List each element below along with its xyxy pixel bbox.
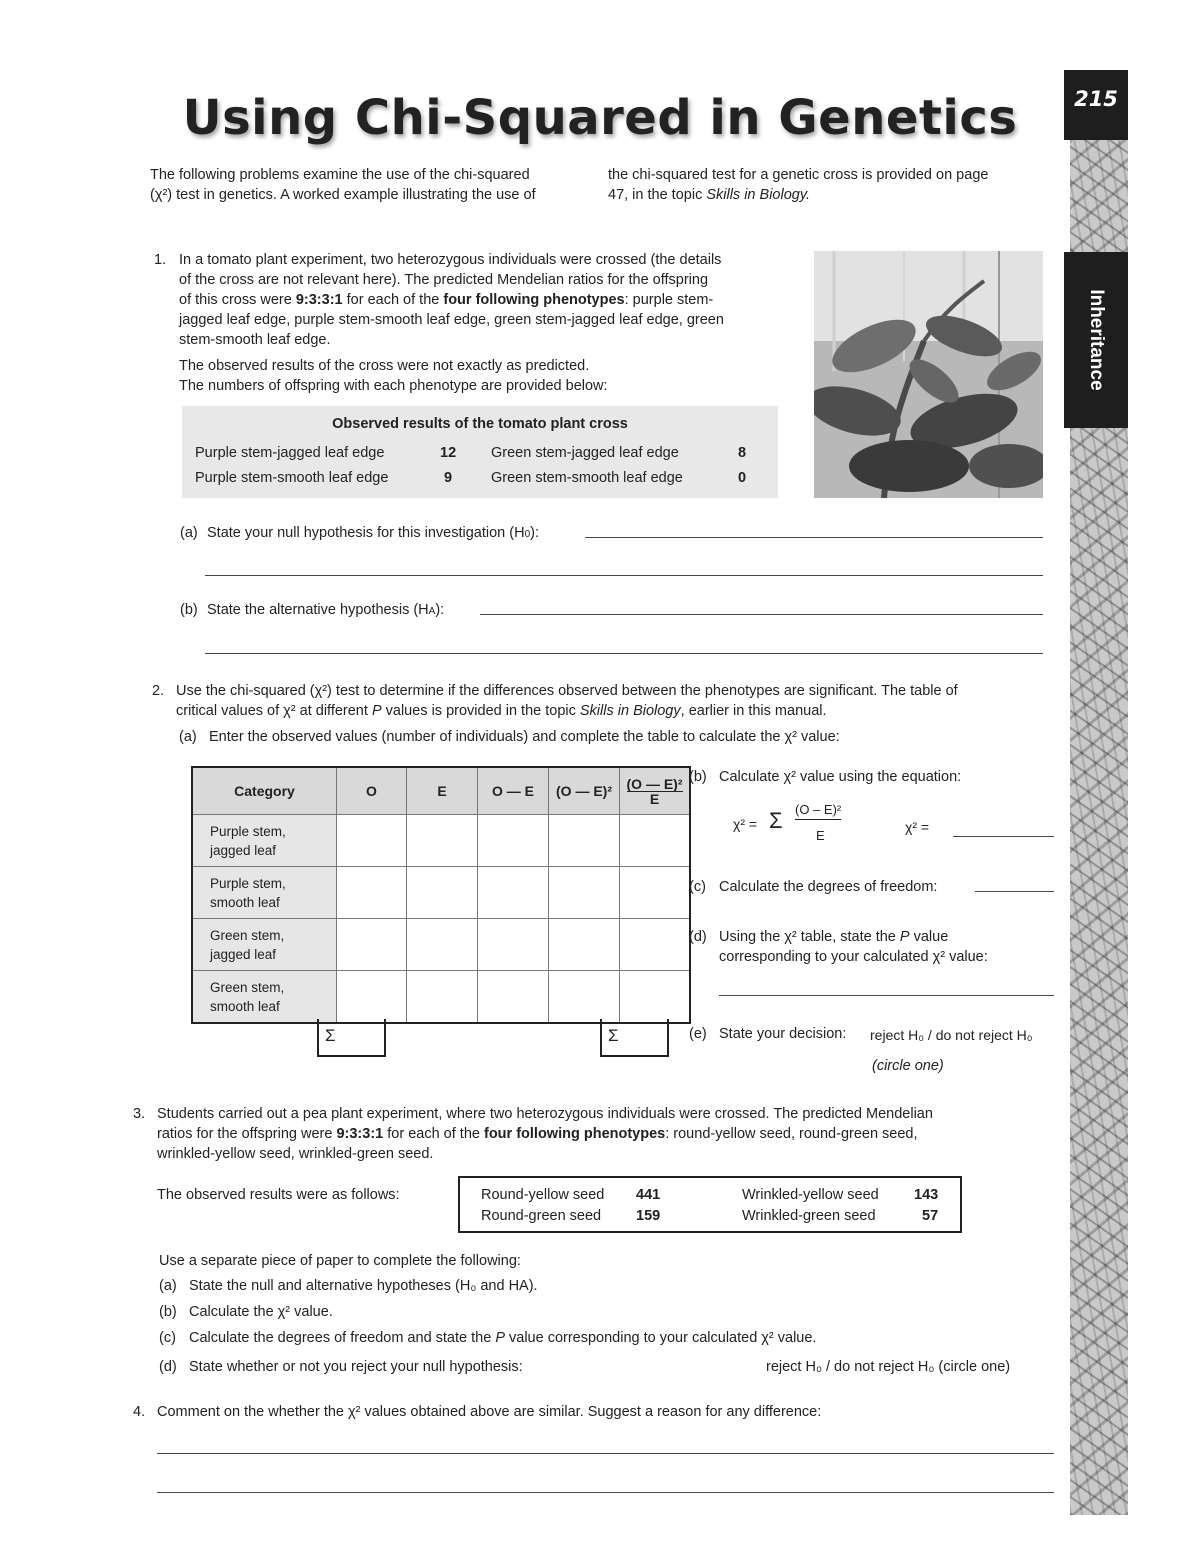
seed-label: Wrinkled-green seed [742, 1208, 876, 1224]
q2c-answer-line[interactable] [975, 891, 1054, 892]
q1a-text: State your null hypothesis for this investigation (H0): [207, 525, 539, 541]
q2d-answer-line[interactable] [719, 995, 1054, 996]
q3d-text: State whether or not you reject your null hypothesis: [189, 1359, 523, 1375]
cell-e[interactable] [407, 919, 478, 971]
seed-value: 441 [636, 1187, 661, 1203]
seed-value: 159 [636, 1208, 661, 1224]
q3c-label: (c) [159, 1330, 176, 1346]
q1b-answer-line[interactable] [480, 614, 1043, 615]
q1-result-value: 8 [738, 445, 747, 461]
q1-result-value: 12 [440, 445, 457, 461]
q4-text: Comment on the whether the χ² values obtained above are similar. Suggest a reason for any difference: [157, 1404, 822, 1420]
table-row [192, 815, 690, 867]
q1-result-label: Green stem-smooth leaf edge [491, 470, 683, 486]
cell-e[interactable] [407, 971, 478, 1024]
q3d-choice[interactable]: reject H₀ / do not reject H₀ (circle one) [766, 1359, 1011, 1375]
q3b-label: (b) [159, 1304, 177, 1320]
q1a-answer-line-2[interactable] [205, 575, 1043, 576]
chapter-label: Inheritance [1086, 289, 1107, 391]
q2b-text: Calculate χ² value using the equation: [719, 769, 962, 785]
seed-label: Round-yellow seed [481, 1187, 605, 1203]
q2a-text: Enter the observed values (number of individuals) and complete the table to calculate the χ² value: [209, 729, 840, 745]
q1-result-label: Purple stem-smooth leaf edge [195, 470, 389, 486]
col-chi-term: (O — E)² E [620, 767, 691, 815]
q3-number: 3. [133, 1106, 146, 1122]
col-e: E [407, 767, 478, 815]
page-title: Using Chi-Squared in Genetics [182, 90, 1018, 146]
q2-number: 2. [152, 683, 165, 699]
q3-instruction: Use a separate piece of paper to complete the following: [159, 1253, 521, 1269]
q1-number: 1. [154, 252, 167, 268]
table-row [192, 867, 690, 919]
chi-answer-line[interactable] [953, 836, 1054, 837]
equation-denominator: E [816, 828, 825, 843]
q3b-text: Calculate the χ² value. [189, 1304, 333, 1320]
col-o-minus-e: O — E [478, 767, 549, 815]
cell-term[interactable] [620, 971, 691, 1024]
q1-result-value: 0 [738, 470, 747, 486]
q2b-label: (b) [689, 769, 707, 785]
q1b-answer-line-2[interactable] [205, 653, 1043, 654]
tomato-plant-photo [814, 251, 1043, 498]
q2e-circle-note: (circle one) [872, 1058, 944, 1074]
cell-term[interactable] [620, 867, 691, 919]
q3d-label: (d) [159, 1359, 177, 1375]
q1b-text: State the alternative hypothesis (HA): [207, 602, 445, 618]
page-number: 215 [1064, 70, 1128, 140]
cell-term[interactable] [620, 919, 691, 971]
cell-o[interactable] [337, 815, 407, 867]
cell-o-minus-e[interactable] [478, 971, 549, 1024]
q3a-label: (a) [159, 1278, 177, 1294]
row-category: Green stem, smooth leaf [192, 971, 337, 1024]
q1-observed-title: Observed results of the tomato plant cross [332, 416, 628, 432]
col-category: Category [192, 767, 337, 815]
cell-o-minus-e[interactable] [478, 815, 549, 867]
q4-answer-line[interactable] [157, 1453, 1054, 1454]
table-row [192, 971, 690, 1024]
seed-label: Wrinkled-yellow seed [742, 1187, 879, 1203]
q3a-text: State the null and alternative hypotheses (H₀ and HA). [189, 1278, 538, 1294]
cell-o[interactable] [337, 867, 407, 919]
q2d-text: Using the χ² table, state the P value corresponding to your calculated χ² value: [719, 929, 988, 965]
chi-square-table [191, 766, 691, 1024]
q1-result-value: 9 [444, 470, 453, 486]
col-o: O [337, 767, 407, 815]
row-category: Purple stem, jagged leaf [192, 815, 337, 867]
intro-left: The following problems examine the use of the chi-squared (χ²) test in genetics. A worked example illustrating the use of [150, 167, 536, 203]
seed-label: Round-green seed [481, 1208, 602, 1224]
q1-observed-box [182, 406, 778, 498]
equation-numerator: (O – E)² [795, 802, 841, 820]
cell-o-minus-e[interactable] [478, 919, 549, 971]
cell-o[interactable] [337, 919, 407, 971]
q1-result-label: Green stem-jagged leaf edge [491, 445, 679, 461]
q1-text: In a tomato plant experiment, two heterozygous individuals were crossed (the details of the cross are not relevant here). The predicted Mendelian ratios for the offspring of this cross were 9:3:3:1 for each of the four following phenotypes: purple stem- jagged leaf edge, purple stem-smooth leaf edge, green stem-jagged leaf edge, green stem-smooth leaf edge. The observed results of the cross were not exactly as predicted. The numbers of offspring with each phenotype are provided below: [179, 252, 724, 394]
q3c-text: Calculate the degrees of freedom and state the P value corresponding to your calculated χ² value. [189, 1330, 817, 1346]
chi-answer-label: χ² = [905, 819, 930, 835]
seed-value: 57 [922, 1208, 939, 1224]
q3-observed-box [458, 1176, 962, 1233]
q1a-label: (a) [180, 525, 198, 541]
q1-result-label: Purple stem-jagged leaf edge [195, 445, 385, 461]
intro-right: the chi-squared test for a genetic cross is provided on page 47, in the topic Skills in Biology. [608, 167, 989, 203]
q2c-text: Calculate the degrees of freedom: [719, 879, 938, 895]
cell-e[interactable] [407, 815, 478, 867]
cell-sq[interactable] [549, 919, 620, 971]
cell-e[interactable] [407, 867, 478, 919]
cell-o-minus-e[interactable] [478, 867, 549, 919]
seed-value: 143 [914, 1187, 939, 1203]
row-category: Green stem, jagged leaf [192, 919, 337, 971]
cell-sq[interactable] [549, 867, 620, 919]
cell-sq[interactable] [549, 971, 620, 1024]
cell-sq[interactable] [549, 815, 620, 867]
sum-chi-cell[interactable]: Σ [600, 1019, 669, 1057]
row-category: Purple stem, smooth leaf [192, 867, 337, 919]
table-header-row [192, 767, 690, 815]
cell-term[interactable] [620, 815, 691, 867]
q2a-label: (a) [179, 729, 197, 745]
chapter-tab [1064, 252, 1128, 428]
q2d-label: (d) [689, 929, 707, 945]
q1a-answer-line[interactable] [585, 537, 1043, 538]
q4-answer-line-2[interactable] [157, 1492, 1054, 1493]
sum-o-cell[interactable]: Σ [317, 1019, 386, 1057]
cell-o[interactable] [337, 971, 407, 1024]
q2e-label: (e) [689, 1026, 707, 1042]
q3-text: Students carried out a pea plant experiment, where two heterozygous individuals were crossed. The predicted Mendelian ratios for the offspring were 9:3:3:1 for each of the four following phenotypes: round-yellow seed, round-green seed, wrinkled-yellow seed, wrinkled-green seed. [157, 1106, 933, 1162]
q2e-text: State your decision: [719, 1026, 847, 1042]
q2-text: Use the chi-squared (χ²) test to determine if the differences observed between the phenotypes are significant. The table of critical values of χ² at different P values is provided in the topic Skills in Biology, earlier in this manual. [176, 683, 958, 719]
col-o-minus-e-squared: (O — E)² [549, 767, 620, 815]
equation-sigma: Σ [769, 808, 783, 833]
q3-observed-label: The observed results were as follows: [157, 1187, 400, 1203]
q2e-choice[interactable]: reject H₀ / do not reject H₀ [870, 1027, 1033, 1043]
table-row [192, 919, 690, 971]
equation-lhs: χ² = [733, 816, 758, 832]
q4-number: 4. [133, 1404, 146, 1420]
q2c-label: (c) [689, 879, 706, 895]
q1b-label: (b) [180, 602, 198, 618]
